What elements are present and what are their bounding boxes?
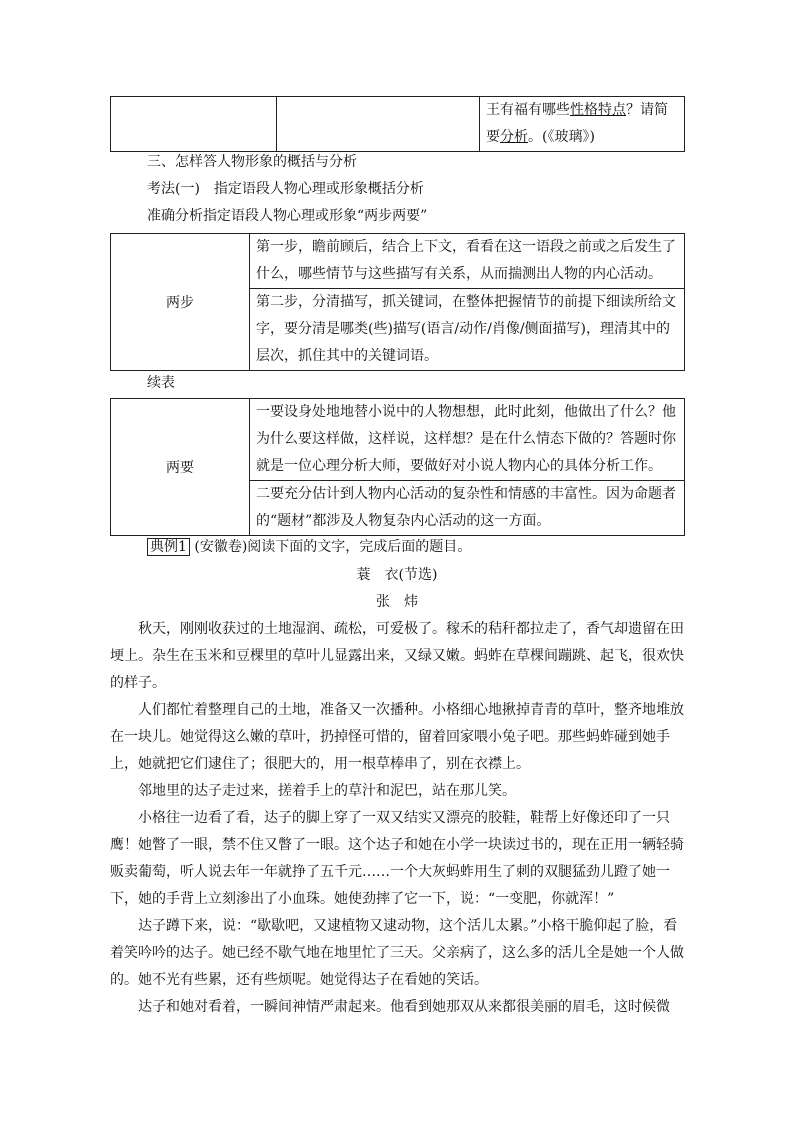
story-title: 蓑 衣(节选): [356, 567, 438, 583]
question-text: 。(《玻璃》): [528, 129, 595, 145]
two-steps-table: [110, 233, 685, 371]
question-text: 要: [486, 129, 500, 145]
story-paragraph: 达子蹲下来，说：“歇歇吧，又逮植物又逮动物，这个活儿太累。”小格干脆仰起了脸，看着笑吟吟的达子。她已经不歇气地在地里忙了三天。父亲病了，这么多的活儿全是她一个人做的。她不光有些累，还有些烦呢。她觉得达子在看她的笑话。: [110, 918, 684, 988]
must-one-cell: 一要设身处地地替小说中的人物想想，此时此刻，他做出了什么？他为什么要这样做，这样说，这样想？是在什么情态下做的？答题时你就是一位心理分析大师，要做好对小说人物内心的具体分析工作。: [250, 399, 685, 481]
section-title: 三、怎样答人物形象的概括与分析: [147, 154, 357, 170]
story-paragraph: 达子和她对看着，一瞬间神情严肃起来。他看到她那双从来都很美丽的眉毛，这时候微: [138, 999, 670, 1015]
question-underline: 性格特点: [570, 102, 626, 118]
two-musts-label: 两要: [111, 399, 250, 536]
top-table-cell-1: [111, 97, 277, 152]
top-table-question-cell: [480, 97, 685, 152]
two-musts-table: [110, 398, 685, 536]
step-two-cell: 第二步，分清描写，抓关键词，在整体把握情节的前提下细读所给文字，要分清是哪类(些)描写(语言/动作/肖像/侧面描写)，理清其中的层次，抓住其中的关键词语。: [250, 289, 685, 371]
step-one-cell: 第一步，瞻前顾后，结合上下文，看看在这一语段之前或之后发生了什么，哪些情节与这些描写有关系，从而揣测出人物的内心活动。: [250, 234, 685, 289]
method-title: 考法(一) 指定语段人物心理或形象概括分析: [147, 181, 424, 197]
continued-label: 续表: [147, 375, 175, 391]
question-text: ？请简: [626, 102, 668, 118]
question-text: 王有福有哪些: [486, 102, 570, 118]
example-tag: 典例1: [147, 538, 190, 556]
story-author: 张 炜: [376, 594, 418, 610]
story-paragraph: 小格往一边看了看，达子的脚上穿了一双又结实又漂亮的胶鞋，鞋帮上好像还印了一只鹰！她瞥了一眼，禁不住又瞥了一眼。这个达子和她在小学一块读过书的，现在正用一辆轻骑贩卖葡萄，听人说去年一年就挣了五千元……一个大灰蚂蚱用生了刺的双腿猛劲儿蹬了她一下，她的手背上立刻渗出了小血珠。她使劲摔了它一下，说：“一变肥，你就浑！”: [110, 810, 684, 907]
top-table: [110, 96, 685, 152]
example-text: (安徽卷)阅读下面的文字，完成后面的题目。: [194, 539, 472, 555]
two-steps-label: 两步: [111, 234, 250, 371]
story-paragraph: 邻地里的达子走过来，搓着手上的草汁和泥巴，站在那儿笑。: [138, 783, 516, 799]
question-underline: 分析: [500, 129, 528, 145]
method-subtitle: 准确分析指定语段人物心理或形象“两步两要”: [147, 208, 428, 224]
example-line: [147, 538, 471, 556]
story-paragraph: 人们都忙着整理自己的土地，准备又一次播种。小格细心地揪掉青青的草叶，整齐地堆放在一块儿。她觉得这么嫩的草叶，扔掉怪可惜的，留着回家喂小兔子吧。那些蚂蚱碰到她手上，她就把它们逮住了；很肥大的，用一根草棒串了，别在衣襟上。: [110, 702, 684, 772]
top-table-cell-2: [277, 97, 480, 152]
must-two-cell: 二要充分估计到人物内心活动的复杂性和情感的丰富性。因为命题者的“题材”都涉及人物复杂内心活动的这一方面。: [250, 481, 685, 536]
story-paragraph: 秋天，刚刚收获过的土地湿润、疏松，可爱极了。稼禾的秸秆都拉走了，香气却遗留在田埂上。杂生在玉米和豆棵里的草叶儿显露出来，又绿又嫩。蚂蚱在草棵间蹦跳、起飞，很欢快的样子。: [110, 621, 684, 691]
